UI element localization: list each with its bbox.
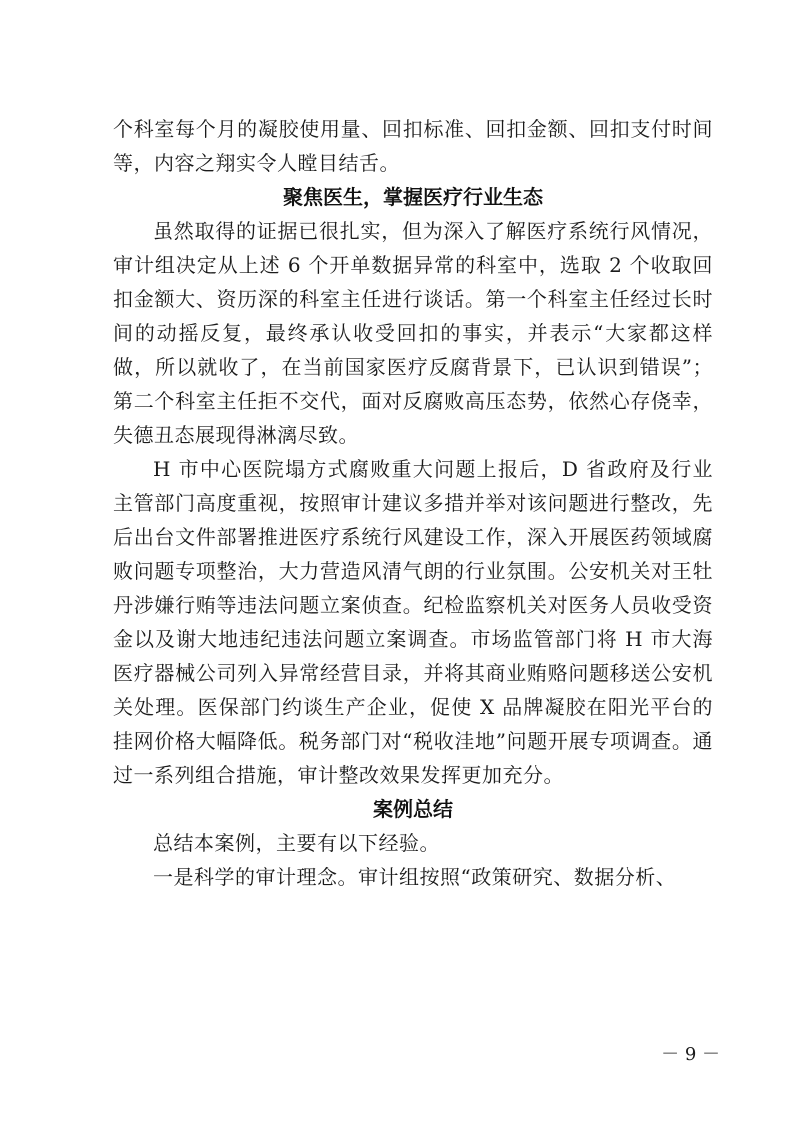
paragraph-interviews: 虽然取得的证据已很扎实，但为深入了解医疗系统行风情况，审计组决定从上述 6 个开单数据异常的科室中，选取 2 个收取回扣金额大、资历深的科室主任进行谈话。第一个科室主任经过长时间的动摇反复，最终承认收受回扣的事实，并表示“大家都这样做，所以就收了，在当前国家医疗反腐背景下，已认识到错误”；第二个科室主任拒不交代，面对反腐败高压态势，依然心存侥幸，失德丑态展现得淋漓尽致。 — [113, 219, 713, 447]
paragraph-rectification: H 市中心医院塌方式腐败重大问题上报后，D 省政府及行业主管部门高度重视，按照审计建议多措并举对该问题进行整改，先后出台文件部署推进医疗系统行风建设工作，深入开展医药领域腐败问题专项整治，大力营造风清气朗的行业氛围。公安机关对王牡丹涉嫌行贿等违法问题立案侦查。纪检监察机关对医务人员收受资金以及谢大地违纪违法问题立案调查。市场监管部门将 H 市大海医疗器械公司列入异常经营目录，并将其商业贿赂问题移送公安机关处理。医保部门约谈生产企业，促使 X 品牌凝胶在阳光平台的挂网价格大幅降低。税务部门对“税收洼地”问题开展专项调查。通过一系列组合措施，审计整改效果发挥更加充分。 — [113, 457, 713, 787]
paragraph-summary-intro: 总结本案例，主要有以下经验。 — [153, 831, 440, 855]
section-heading-summary: 案例总结 — [373, 797, 453, 821]
document-body — [113, 112, 713, 894]
section-heading-doctors: 聚焦医生，掌握医疗行业生态 — [283, 185, 543, 209]
page-number: － 9 － — [661, 1044, 720, 1065]
paragraph-continuation: 个科室每个月的凝胶使用量、回扣标准、回扣金额、回扣支付时间等，内容之翔实令人瞠目结舌。 — [113, 117, 713, 175]
paragraph-experience-one: 一是科学的审计理念。审计组按照“政策研究、数据分析、 — [153, 865, 677, 889]
